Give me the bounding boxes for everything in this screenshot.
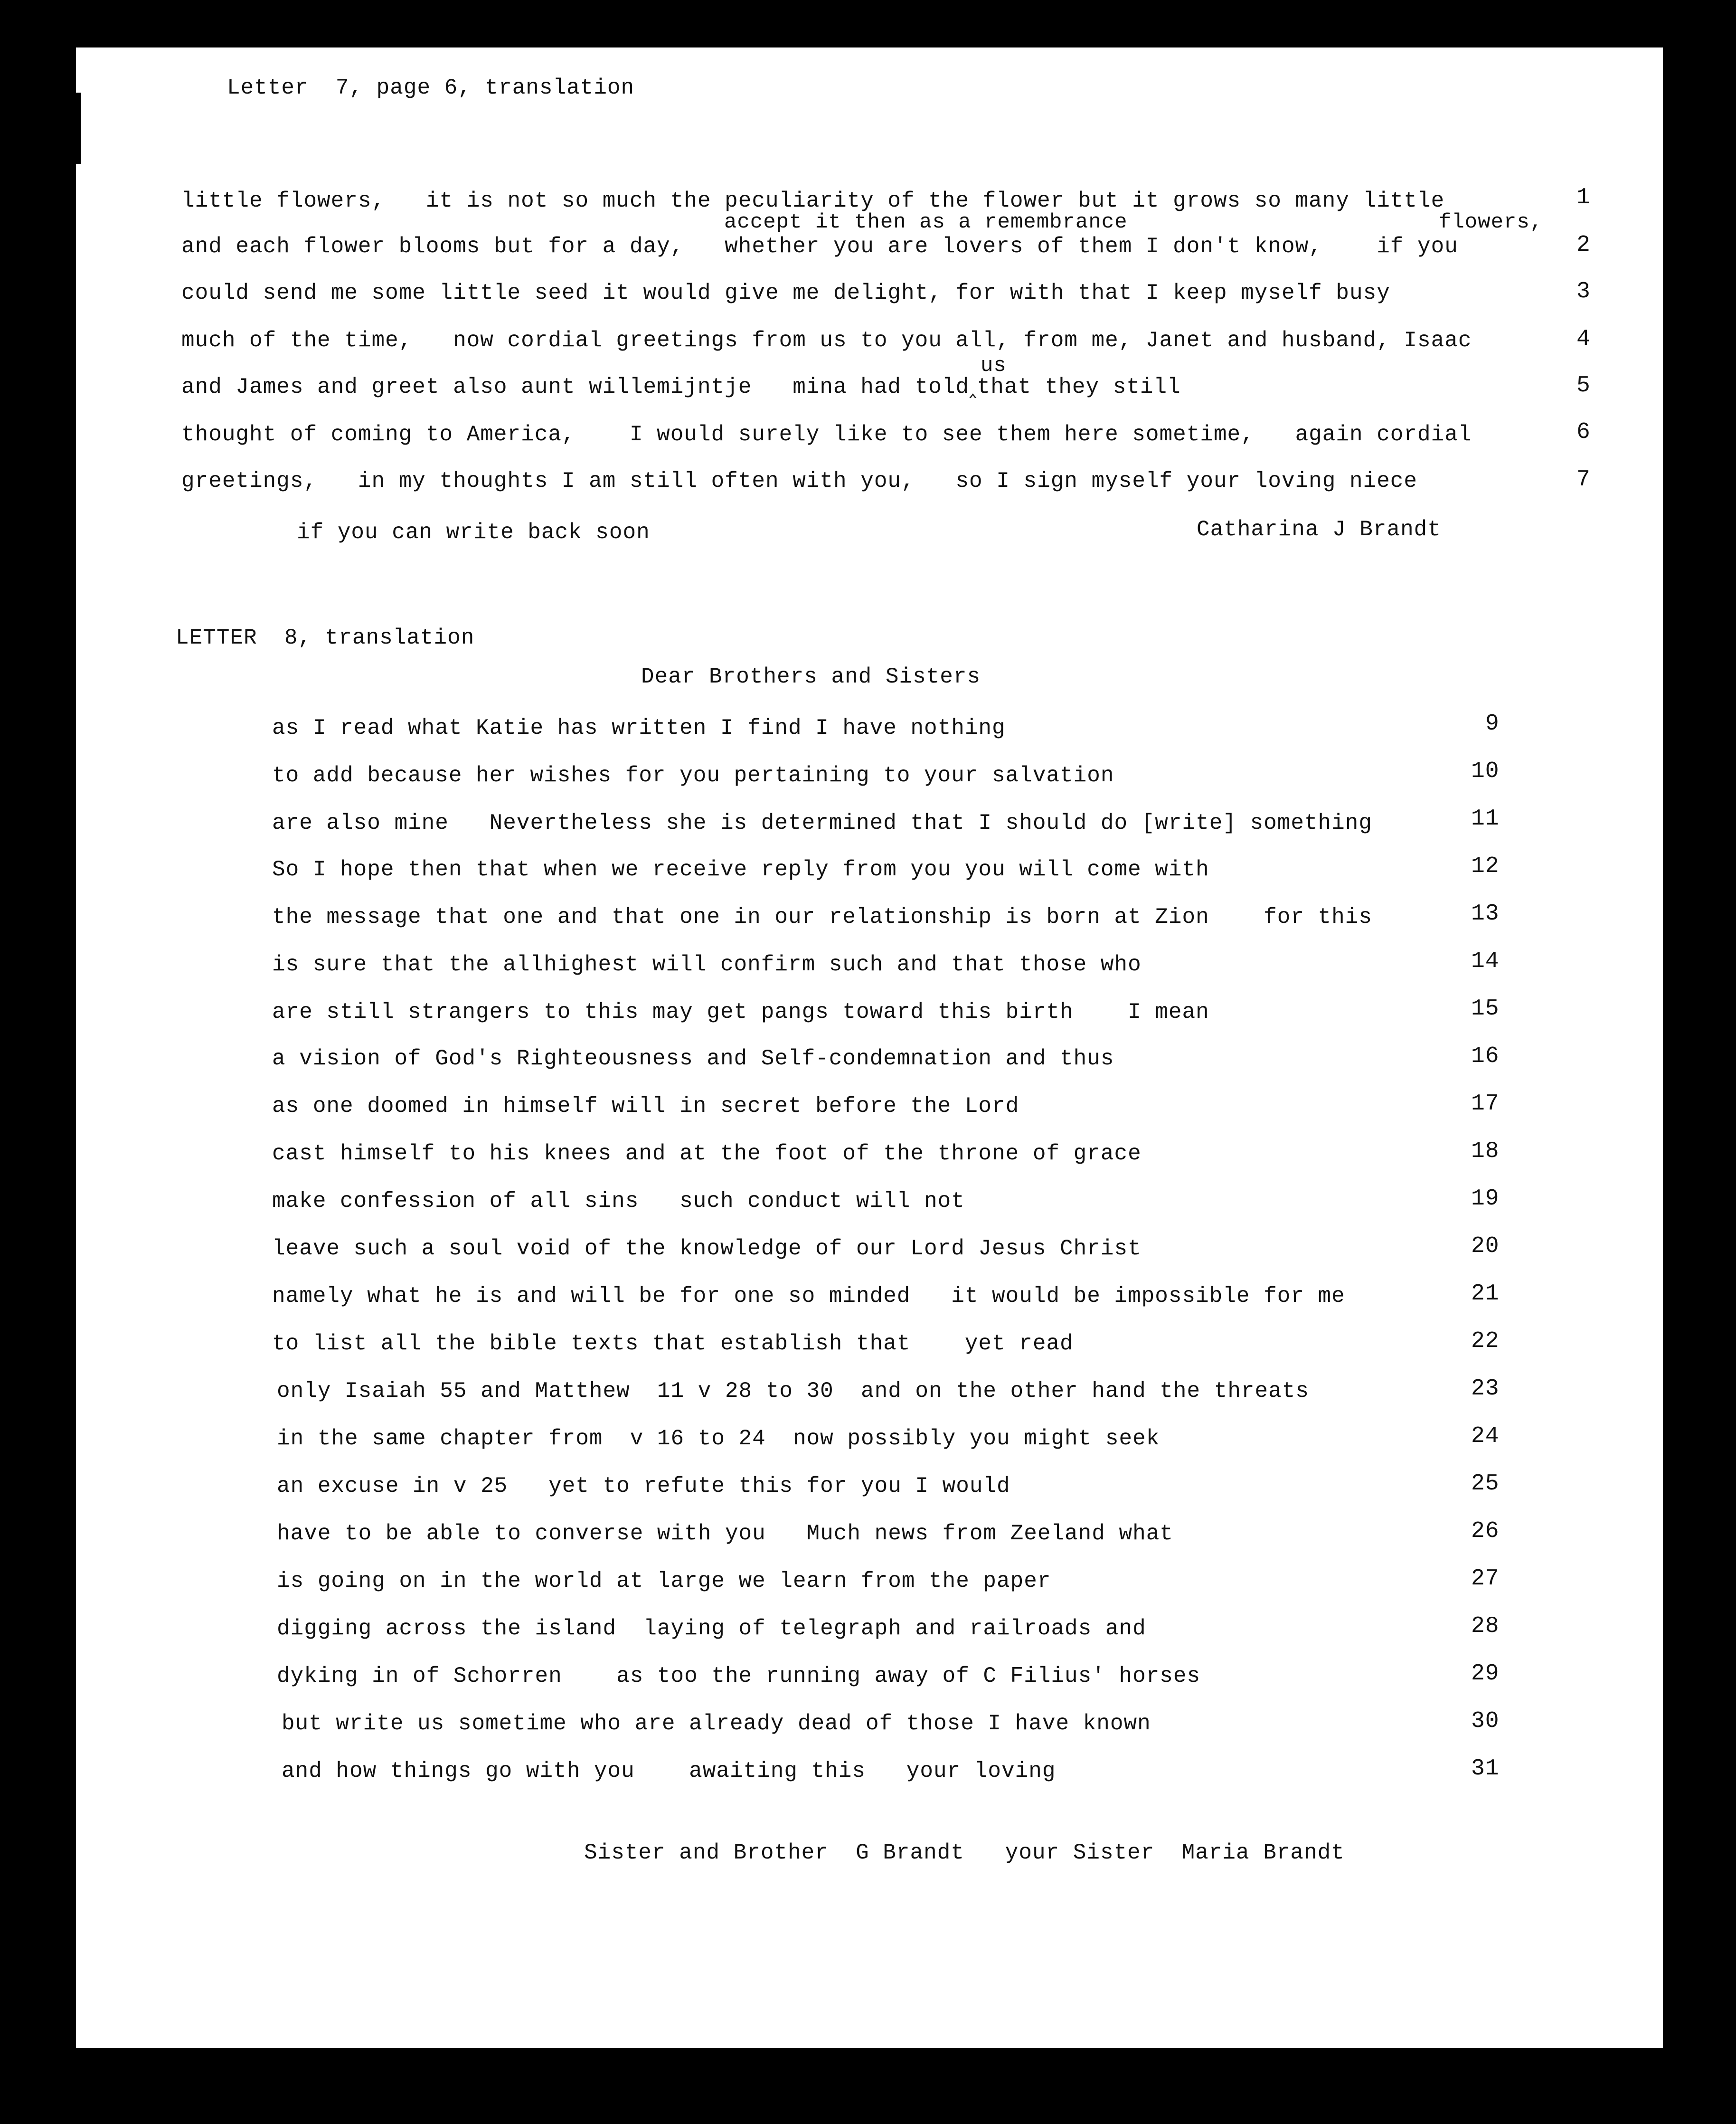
line-number: 11	[1471, 806, 1500, 832]
letter8-line: cast himself to his knees and at the foot of the throne of grace	[272, 1141, 1142, 1166]
line-number: 31	[1471, 1756, 1500, 1782]
line-number: 29	[1471, 1661, 1500, 1687]
line-number: 20	[1471, 1233, 1500, 1259]
line-number: 12	[1471, 853, 1500, 879]
line-number: 7	[1576, 467, 1591, 493]
salutation: Dear Brothers and Sisters	[641, 664, 981, 689]
letter7-line: and James and greet also aunt willemijntje mina had told‸that they still	[181, 375, 1181, 399]
insertion-flowers: flowers,	[1439, 210, 1543, 234]
letter8-line: make confession of all sins such conduct will not	[272, 1189, 965, 1214]
line-number: 28	[1471, 1613, 1500, 1639]
letter7-line: little flowers, it is not so much the peculiarity of the flower but it grows so many little	[181, 189, 1445, 213]
letter8-line: but write us sometime who are already dead of those I have known	[282, 1711, 1151, 1736]
closing-signatures: Sister and Brother G Brandt your Sister Maria Brandt	[584, 1840, 1345, 1865]
letter7-line: could send me some little seed it would give me delight, for with that I keep myself busy	[181, 281, 1390, 305]
line-number: 1	[1576, 185, 1591, 210]
line-number: 13	[1471, 901, 1500, 927]
line-number: 23	[1471, 1376, 1500, 1402]
letter8-line: are still strangers to this may get pangs toward this birth I mean	[272, 1000, 1209, 1024]
insertion-us: us	[981, 354, 1007, 378]
line-number: 4	[1576, 326, 1591, 352]
letter8-line: as one doomed in himself will in secret before the Lord	[272, 1094, 1019, 1119]
line-number: 6	[1576, 419, 1591, 445]
line-number: 27	[1471, 1566, 1500, 1592]
letter8-line: in the same chapter from v 16 to 24 now possibly you might seek	[277, 1426, 1160, 1451]
binder-mark	[76, 93, 81, 164]
line-number: 19	[1471, 1186, 1500, 1212]
letter8-line: digging across the island laying of telegraph and railroads and	[277, 1616, 1146, 1641]
letter8-line: So I hope then that when we receive reply from you you will come with	[272, 857, 1209, 882]
letter8-line: a vision of God's Righteousness and Self-condemnation and thus	[272, 1046, 1114, 1071]
letter8-line: leave such a soul void of the knowledge of our Lord Jesus Christ	[272, 1236, 1142, 1261]
letter8-line: as I read what Katie has written I find I have nothing	[272, 716, 1006, 740]
letter8-line: to list all the bible texts that establish that yet read	[272, 1331, 1074, 1356]
line-number: 17	[1471, 1091, 1500, 1117]
line-number: 15	[1471, 996, 1500, 1022]
line-number: 25	[1471, 1471, 1500, 1497]
line-number: 14	[1471, 948, 1500, 974]
line-number: 24	[1471, 1423, 1500, 1449]
letter8-line: only Isaiah 55 and Matthew 11 v 28 to 30 and on the other hand the threats	[277, 1379, 1309, 1403]
line-number: 10	[1471, 759, 1500, 784]
letter8-line: to add because her wishes for you pertaining to your salvation	[272, 763, 1114, 788]
line-number: 9	[1485, 711, 1500, 737]
page-header: Letter 7, page 6, translation	[227, 76, 635, 100]
postscript: if you can write back soon	[297, 520, 650, 545]
letter8-heading: LETTER 8, translation	[176, 626, 475, 650]
letter8-line: is sure that the allhighest will confirm such and that those who	[272, 952, 1142, 977]
letter7-line: greetings, in my thoughts I am still often with you, so I sign myself your loving niece	[181, 469, 1418, 493]
insertion-remembrance: accept it then as a remembrance	[724, 210, 1128, 234]
document-page	[76, 47, 1663, 2048]
line-number: 21	[1471, 1281, 1500, 1307]
line-number: 26	[1471, 1518, 1500, 1544]
letter8-line: an excuse in v 25 yet to refute this for you I would	[277, 1474, 1010, 1498]
line-number: 18	[1471, 1138, 1500, 1164]
letter7-line: and each flower blooms but for a day, whether you are lovers of them I don't know, if you	[181, 234, 1458, 259]
line-number: 30	[1471, 1708, 1500, 1734]
letter8-line: have to be able to converse with you Much news from Zeeland what	[277, 1521, 1173, 1546]
line-number: 2	[1576, 232, 1591, 258]
letter8-line: dyking in of Schorren as too the running away of C Filius' horses	[277, 1664, 1201, 1688]
letter8-line: are also mine Nevertheless she is determined that I should do [write] something	[272, 811, 1372, 835]
line-number: 5	[1576, 373, 1591, 398]
letter8-line: the message that one and that one in our relationship is born at Zion for this	[272, 905, 1372, 929]
signature: Catharina J Brandt	[1197, 517, 1441, 542]
line-number: 22	[1471, 1328, 1500, 1354]
line-number: 3	[1576, 279, 1591, 304]
letter8-line: namely what he is and will be for one so minded it would be impossible for me	[272, 1284, 1345, 1309]
letter7-line: much of the time, now cordial greetings from us to you all, from me, Janet and husband, Isaac	[181, 328, 1472, 353]
letter8-line: and how things go with you awaiting this your loving	[282, 1759, 1056, 1783]
line-number: 16	[1471, 1043, 1500, 1069]
letter7-line: thought of coming to America, I would surely like to see them here sometime, again cordial	[181, 422, 1472, 447]
letter8-line: is going on in the world at large we learn from the paper	[277, 1569, 1051, 1593]
